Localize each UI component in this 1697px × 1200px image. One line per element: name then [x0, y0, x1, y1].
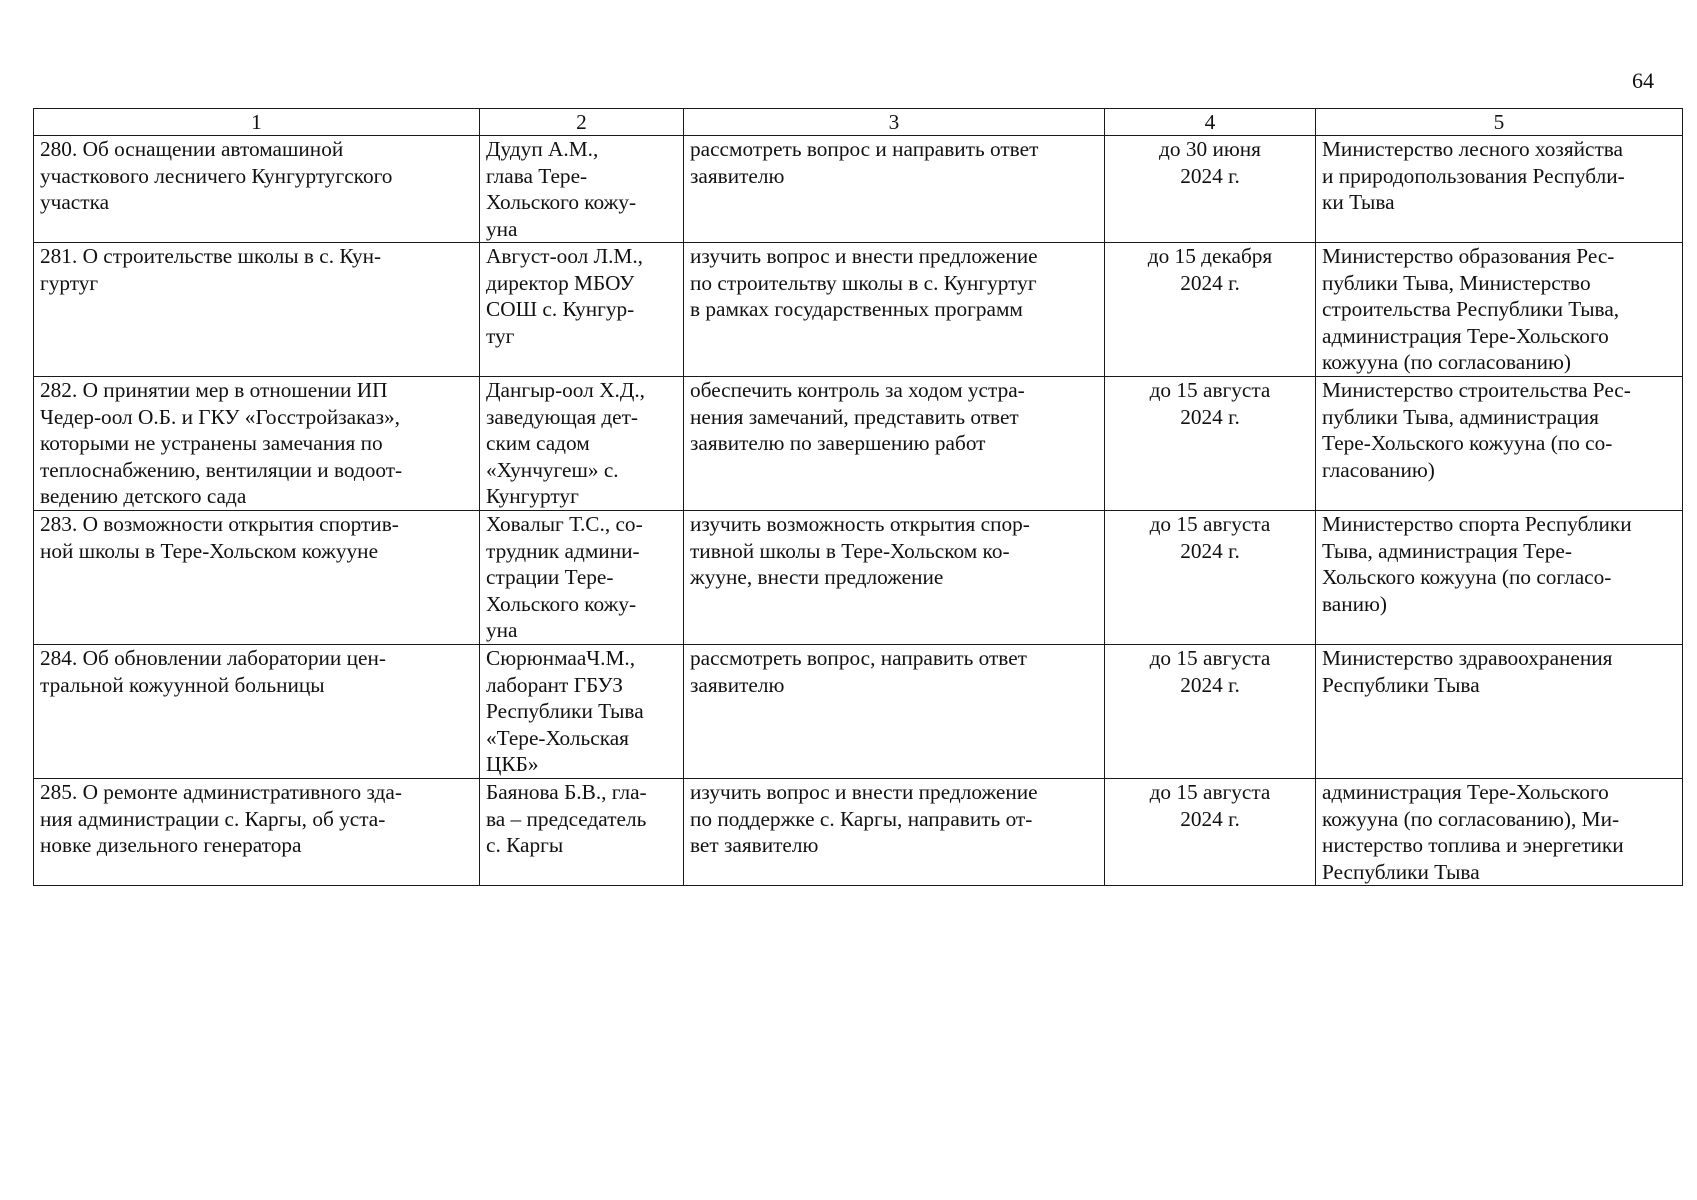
- table-row: [34, 136, 1683, 243]
- cell-text-line: до 15 августа: [1149, 512, 1271, 537]
- cell-text-line: Дангыр-оол Х.Д.,: [486, 378, 646, 403]
- cell-text-line: публики Тыва, Министерство: [1322, 270, 1591, 295]
- cell-text-line: глава Тере-: [486, 163, 588, 188]
- applicant-cell: [480, 645, 684, 779]
- column-header: 5: [1316, 109, 1683, 136]
- cell-text-line: нения замечаний, представить ответ: [690, 404, 1019, 429]
- cell-text-line: Республики Тыва: [1322, 672, 1480, 697]
- cell-text-line: до 15 декабря: [1147, 244, 1273, 269]
- cell-text-line: обеспечить контроль за ходом устра-: [690, 378, 1025, 403]
- cell-text-line: директор МБОУ: [486, 270, 635, 295]
- cell-text-line: нистерство топлива и энергетики: [1322, 833, 1624, 858]
- responsible-cell: [1316, 511, 1683, 645]
- cell-text-line: ния администрации с. Каргы, об уста-: [40, 806, 386, 831]
- cell-text-line: заявителю: [690, 163, 785, 188]
- cell-text-line: заведующая дет-: [486, 404, 639, 429]
- table-row: [34, 779, 1683, 886]
- cell-text-line: 2024 г.: [1180, 806, 1240, 831]
- cell-text-line: до 15 августа: [1149, 378, 1271, 403]
- cell-text-line: по поддержке с. Каргы, направить от-: [690, 806, 1033, 831]
- issue-cell: [34, 136, 480, 243]
- column-header: 4: [1105, 109, 1316, 136]
- cell-text-line: Министерство спорта Республики: [1322, 512, 1632, 537]
- cell-text-line: ки Тыва: [1322, 190, 1395, 215]
- cell-text-line: 280. Об оснащении автомашиной: [40, 137, 344, 162]
- cell-text-line: администрация Тере-Хольского: [1322, 323, 1609, 348]
- responsible-cell: [1316, 377, 1683, 511]
- cell-text-line: Тыва, администрация Тере-: [1322, 538, 1572, 563]
- cell-text-line: гласованию): [1322, 457, 1435, 482]
- cell-text-line: Тере-Хольского кожууна (по со-: [1322, 431, 1613, 456]
- cell-text-line: Баянова Б.В., гла-: [486, 780, 647, 805]
- cell-text-line: Министерство строительства Рес-: [1322, 378, 1631, 403]
- action-cell: [684, 779, 1105, 886]
- cell-text-line: тивной школы в Тере-Хольском ко-: [690, 538, 1010, 563]
- applicant-cell: [480, 243, 684, 377]
- table-header-row: [34, 109, 1683, 136]
- cell-text-line: Министерство лесного хозяйства: [1322, 137, 1623, 162]
- cell-text-line: 2024 г.: [1180, 538, 1240, 563]
- cell-text-line: Чедер-оол О.Б. и ГКУ «Госстройзаказ»,: [40, 404, 400, 429]
- cell-text-line: СюрюнмааЧ.М.,: [486, 646, 636, 671]
- cell-text-line: изучить вопрос и внести предложение: [690, 780, 1038, 805]
- cell-text-line: строительства Республики Тыва,: [1322, 297, 1620, 322]
- cell-text-line: Хольского кожууна (по согласо-: [1322, 565, 1612, 590]
- cell-text-line: Хольского кожу-: [486, 190, 637, 215]
- cell-text-line: Республики Тыва: [486, 699, 644, 724]
- applicant-cell: [480, 511, 684, 645]
- cell-text-line: гуртуг: [40, 270, 99, 295]
- applicant-cell: [480, 779, 684, 886]
- responsible-cell: [1316, 779, 1683, 886]
- action-cell: [684, 377, 1105, 511]
- deadline-cell: [1105, 779, 1316, 886]
- deadline-cell: [1105, 243, 1316, 377]
- column-header: 1: [34, 109, 480, 136]
- cell-text-line: жууне, внести предложение: [690, 565, 944, 590]
- deadline-cell: [1105, 511, 1316, 645]
- applicant-cell: [480, 377, 684, 511]
- cell-text-line: заявителю по завершению работ: [690, 431, 986, 456]
- cell-text-line: участкового лесничего Кунгуртугского: [40, 163, 393, 188]
- cell-text-line: Кунгуртуг: [486, 484, 579, 509]
- cell-text-line: Ховалыг Т.С., со-: [486, 512, 643, 537]
- cell-text-line: изучить возможность открытия спор-: [690, 512, 1030, 537]
- table-row: [34, 377, 1683, 511]
- responsible-cell: [1316, 136, 1683, 243]
- cell-text-line: 2024 г.: [1180, 163, 1240, 188]
- table-row: [34, 645, 1683, 779]
- cell-text-line: администрация Тере-Хольского: [1322, 780, 1609, 805]
- cell-text-line: заявителю: [690, 672, 785, 697]
- action-cell: [684, 645, 1105, 779]
- cell-text-line: кожууна (по согласованию): [1322, 350, 1571, 375]
- cell-text-line: вет заявителю: [690, 833, 819, 858]
- cell-text-line: изучить вопрос и внести предложение: [690, 244, 1038, 269]
- cell-text-line: страции Тере-: [486, 565, 614, 590]
- cell-text-line: и природопользования Республи-: [1322, 163, 1625, 188]
- action-cell: [684, 136, 1105, 243]
- cell-text-line: 282. О принятии мер в отношении ИП: [40, 378, 388, 403]
- action-cell: [684, 511, 1105, 645]
- cell-text-line: по строительтву школы в с. Кунгуртуг: [690, 270, 1037, 295]
- action-cell: [684, 243, 1105, 377]
- responsible-cell: [1316, 645, 1683, 779]
- cell-text-line: рассмотреть вопрос и направить ответ: [690, 137, 1039, 162]
- issue-cell: [34, 377, 480, 511]
- cell-text-line: Хольского кожу-: [486, 591, 637, 616]
- cell-text-line: Министерство образования Рес-: [1322, 244, 1615, 269]
- deadline-cell: [1105, 645, 1316, 779]
- issue-cell: [34, 511, 480, 645]
- cell-text-line: «Тере-Хольская: [486, 725, 629, 750]
- cell-text-line: 285. О ремонте административного зда-: [40, 780, 402, 805]
- page-number: 64: [1632, 68, 1654, 93]
- deadline-cell: [1105, 377, 1316, 511]
- cell-text-line: 2024 г.: [1180, 270, 1240, 295]
- cell-text-line: Август-оол Л.М.,: [486, 244, 643, 269]
- column-header: 2: [480, 109, 684, 136]
- cell-text-line: которыми не устранены замечания по: [40, 431, 383, 456]
- cell-text-line: 284. Об обновлении лаборатории цен-: [40, 646, 386, 671]
- cell-text-line: кожууна (по согласованию), Ми-: [1322, 806, 1620, 831]
- cell-text-line: до 15 августа: [1149, 780, 1271, 805]
- cell-text-line: Министерство здравоохранения: [1322, 646, 1613, 671]
- cell-text-line: ной школы в Тере-Хольском кожууне: [40, 538, 379, 563]
- cell-text-line: уна: [486, 618, 518, 643]
- cell-text-line: туг: [486, 323, 515, 348]
- cell-text-line: уна: [486, 216, 518, 241]
- cell-text-line: трудник админи-: [486, 538, 640, 563]
- cell-text-line: в рамках государственных программ: [690, 297, 1023, 322]
- cell-text-line: Республики Тыва: [1322, 859, 1480, 884]
- cell-text-line: 2024 г.: [1180, 672, 1240, 697]
- cell-text-line: 2024 г.: [1180, 404, 1240, 429]
- issue-cell: [34, 645, 480, 779]
- cell-text-line: теплоснабжению, вентиляции и водоот-: [40, 457, 403, 482]
- cell-text-line: 281. О строительстве школы в с. Кун-: [40, 244, 382, 269]
- cell-text-line: лаборант ГБУЗ: [486, 672, 623, 697]
- cell-text-line: ским садом: [486, 431, 590, 456]
- cell-text-line: публики Тыва, администрация: [1322, 404, 1599, 429]
- cell-text-line: ЦКБ»: [486, 752, 539, 777]
- cell-text-line: ведению детского сада: [40, 484, 247, 509]
- cell-text-line: Дудуп А.М.,: [486, 137, 599, 162]
- cell-text-line: ва – председатель: [486, 806, 647, 831]
- cell-text-line: тральной кожуунной больницы: [40, 672, 325, 697]
- cell-text-line: новке дизельного генератора: [40, 833, 302, 858]
- column-header: 3: [684, 109, 1105, 136]
- cell-text-line: ванию): [1322, 591, 1388, 616]
- cell-text-line: с. Каргы: [486, 833, 564, 858]
- cell-text-line: до 15 августа: [1149, 646, 1271, 671]
- applicant-cell: [480, 136, 684, 243]
- cell-text-line: рассмотреть вопрос, направить ответ: [690, 646, 1027, 671]
- decisions-table: [33, 108, 1683, 886]
- deadline-cell: [1105, 136, 1316, 243]
- cell-text-line: СОШ с. Кунгур-: [486, 297, 635, 322]
- table-row: [34, 243, 1683, 377]
- cell-text-line: «Хунчугеш» с.: [486, 457, 619, 482]
- table-row: [34, 511, 1683, 645]
- cell-text-line: 283. О возможности открытия спортив-: [40, 512, 399, 537]
- issue-cell: [34, 243, 480, 377]
- issue-cell: [34, 779, 480, 886]
- cell-text-line: до 30 июня: [1159, 137, 1261, 162]
- cell-text-line: участка: [40, 190, 110, 215]
- responsible-cell: [1316, 243, 1683, 377]
